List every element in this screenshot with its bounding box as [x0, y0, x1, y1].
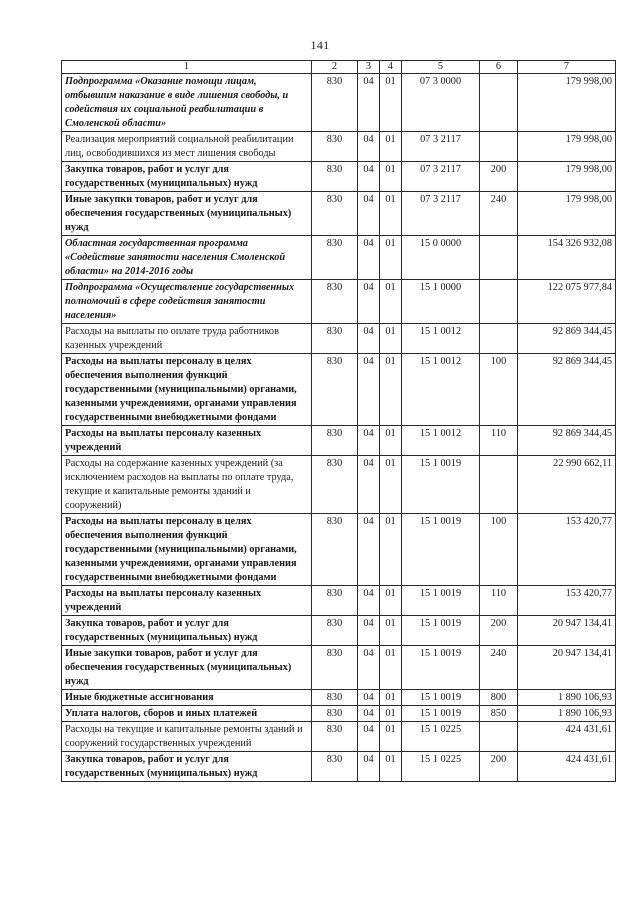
- cell-subsection: 01: [380, 514, 402, 586]
- cell-section: 04: [358, 74, 380, 132]
- row-name: Иные закупки товаров, работ и услуг для обеспечения государственных (муниципальных) нужд: [62, 646, 312, 690]
- table-row: [62, 456, 616, 514]
- cell-section: 04: [358, 616, 380, 646]
- cell-target-article: 15 1 0019: [402, 586, 480, 616]
- cell-subsection: 01: [380, 752, 402, 782]
- row-name: Расходы на выплаты персоналу в целях обеспечения выполнения функций государственными (муниципальными) органами, казенными учреждениями, органами управления государственными внебюджетными фондами: [62, 354, 312, 426]
- table-row: [62, 706, 616, 722]
- cell-ministry-code: 830: [312, 706, 358, 722]
- column-header: 4: [380, 61, 402, 74]
- cell-amount: 424 431,61: [518, 752, 616, 782]
- column-header: 2: [312, 61, 358, 74]
- row-name: Закупка товаров, работ и услуг для государственных (муниципальных) нужд: [62, 616, 312, 646]
- cell-amount: 424 431,61: [518, 722, 616, 752]
- cell-subsection: 01: [380, 162, 402, 192]
- cell-ministry-code: 830: [312, 616, 358, 646]
- table-row: [62, 722, 616, 752]
- cell-section: 04: [358, 354, 380, 426]
- cell-expense-type: [480, 324, 518, 354]
- table-row: [62, 354, 616, 426]
- table-row: [62, 690, 616, 706]
- cell-ministry-code: 830: [312, 586, 358, 616]
- cell-section: 04: [358, 280, 380, 324]
- cell-subsection: 01: [380, 280, 402, 324]
- table-row: [62, 646, 616, 690]
- cell-expense-type: [480, 456, 518, 514]
- row-name: Расходы на выплаты персоналу казенных учреждений: [62, 586, 312, 616]
- cell-section: 04: [358, 132, 380, 162]
- cell-target-article: 15 1 0019: [402, 456, 480, 514]
- cell-amount: 179 998,00: [518, 192, 616, 236]
- table-row: [62, 192, 616, 236]
- cell-expense-type: [480, 74, 518, 132]
- cell-ministry-code: 830: [312, 324, 358, 354]
- cell-target-article: 15 1 0000: [402, 280, 480, 324]
- cell-ministry-code: 830: [312, 426, 358, 456]
- cell-ministry-code: 830: [312, 132, 358, 162]
- column-number-row: [62, 61, 616, 74]
- cell-subsection: 01: [380, 324, 402, 354]
- row-name: Иные закупки товаров, работ и услуг для обеспечения государственных (муниципальных) нужд: [62, 192, 312, 236]
- cell-expense-type: [480, 722, 518, 752]
- cell-ministry-code: 830: [312, 354, 358, 426]
- cell-section: 04: [358, 514, 380, 586]
- cell-subsection: 01: [380, 74, 402, 132]
- cell-subsection: 01: [380, 690, 402, 706]
- column-header: 5: [402, 61, 480, 74]
- row-name: Расходы на выплаты персоналу казенных учреждений: [62, 426, 312, 456]
- table-row: [62, 132, 616, 162]
- cell-section: 04: [358, 690, 380, 706]
- cell-section: 04: [358, 586, 380, 616]
- cell-subsection: 01: [380, 132, 402, 162]
- cell-expense-type: 200: [480, 752, 518, 782]
- column-header: 1: [62, 61, 312, 74]
- cell-amount: 179 998,00: [518, 74, 616, 132]
- cell-subsection: 01: [380, 354, 402, 426]
- cell-ministry-code: 830: [312, 456, 358, 514]
- cell-section: 04: [358, 706, 380, 722]
- cell-subsection: 01: [380, 456, 402, 514]
- cell-amount: 22 990 662,11: [518, 456, 616, 514]
- cell-ministry-code: 830: [312, 690, 358, 706]
- row-name: Областная государственная программа «Содействие занятости населения Смоленской области» на 2014-2016 годы: [62, 236, 312, 280]
- row-name: Закупка товаров, работ и услуг для государственных (муниципальных) нужд: [62, 162, 312, 192]
- cell-ministry-code: 830: [312, 752, 358, 782]
- cell-subsection: 01: [380, 722, 402, 752]
- cell-target-article: 15 1 0225: [402, 722, 480, 752]
- cell-amount: 92 869 344,45: [518, 354, 616, 426]
- cell-ministry-code: 830: [312, 514, 358, 586]
- cell-expense-type: 800: [480, 690, 518, 706]
- cell-expense-type: [480, 132, 518, 162]
- cell-amount: 154 326 932,08: [518, 236, 616, 280]
- table-row: [62, 426, 616, 456]
- cell-subsection: 01: [380, 192, 402, 236]
- row-name: Расходы на выплаты по оплате труда работников казенных учреждений: [62, 324, 312, 354]
- cell-amount: 1 890 106,93: [518, 706, 616, 722]
- cell-target-article: 15 1 0019: [402, 690, 480, 706]
- cell-section: 04: [358, 752, 380, 782]
- table-row: [62, 236, 616, 280]
- cell-expense-type: [480, 280, 518, 324]
- table-row: [62, 74, 616, 132]
- cell-expense-type: 100: [480, 514, 518, 586]
- cell-expense-type: 110: [480, 586, 518, 616]
- cell-target-article: 15 1 0019: [402, 706, 480, 722]
- cell-amount: 153 420,77: [518, 586, 616, 616]
- cell-expense-type: 200: [480, 616, 518, 646]
- table-row: [62, 616, 616, 646]
- row-name: Закупка товаров, работ и услуг для государственных (муниципальных) нужд: [62, 752, 312, 782]
- cell-expense-type: 100: [480, 354, 518, 426]
- cell-target-article: 07 3 2117: [402, 132, 480, 162]
- table-row: [62, 324, 616, 354]
- cell-ministry-code: 830: [312, 280, 358, 324]
- table-row: [62, 586, 616, 616]
- table-row: [62, 752, 616, 782]
- cell-amount: 92 869 344,45: [518, 426, 616, 456]
- budget-table: [61, 60, 616, 782]
- cell-subsection: 01: [380, 586, 402, 616]
- cell-section: 04: [358, 646, 380, 690]
- table-row: [62, 514, 616, 586]
- column-header: 6: [480, 61, 518, 74]
- row-name: Расходы на содержание казенных учреждений (за исключением расходов на выплаты по оплате труда, текущие и капитальные ремонты зданий и сооружений): [62, 456, 312, 514]
- table-row: [62, 162, 616, 192]
- cell-target-article: 15 1 0012: [402, 354, 480, 426]
- cell-section: 04: [358, 192, 380, 236]
- column-header: 7: [518, 61, 616, 74]
- cell-amount: 153 420,77: [518, 514, 616, 586]
- cell-subsection: 01: [380, 426, 402, 456]
- row-name: Подпрограмма «Осуществление государственных полномочий в сфере содействия занятости населения»: [62, 280, 312, 324]
- cell-expense-type: 110: [480, 426, 518, 456]
- column-header: 3: [358, 61, 380, 74]
- row-name: Уплата налогов, сборов и иных платежей: [62, 706, 312, 722]
- cell-ministry-code: 830: [312, 74, 358, 132]
- row-name: Подпрограмма «Оказание помощи лицам, отбывшим наказание в виде лишения свободы, и содействия их социальной реабилитации в Смоленской области»: [62, 74, 312, 132]
- cell-expense-type: 240: [480, 192, 518, 236]
- cell-subsection: 01: [380, 616, 402, 646]
- row-name: Расходы на выплаты персоналу в целях обеспечения выполнения функций государственными (муниципальными) органами, казенными учреждениями, органами управления государственными внебюджетными фондами: [62, 514, 312, 586]
- cell-target-article: 07 3 0000: [402, 74, 480, 132]
- cell-amount: 20 947 134,41: [518, 646, 616, 690]
- cell-expense-type: 850: [480, 706, 518, 722]
- cell-expense-type: 240: [480, 646, 518, 690]
- cell-section: 04: [358, 722, 380, 752]
- cell-expense-type: [480, 236, 518, 280]
- cell-target-article: 15 1 0019: [402, 616, 480, 646]
- row-name: Иные бюджетные ассигнования: [62, 690, 312, 706]
- cell-section: 04: [358, 162, 380, 192]
- table-row: [62, 280, 616, 324]
- cell-target-article: 15 1 0012: [402, 324, 480, 354]
- page-number: 141: [310, 38, 330, 52]
- cell-section: 04: [358, 456, 380, 514]
- row-name: Реализация мероприятий социальной реабилитации лиц, освободившихся из мест лишения свободы: [62, 132, 312, 162]
- cell-subsection: 01: [380, 706, 402, 722]
- cell-amount: 92 869 344,45: [518, 324, 616, 354]
- cell-section: 04: [358, 324, 380, 354]
- cell-target-article: 15 1 0019: [402, 514, 480, 586]
- cell-ministry-code: 830: [312, 192, 358, 236]
- cell-amount: 20 947 134,41: [518, 616, 616, 646]
- cell-target-article: 15 1 0019: [402, 646, 480, 690]
- cell-subsection: 01: [380, 236, 402, 280]
- cell-subsection: 01: [380, 646, 402, 690]
- cell-ministry-code: 830: [312, 722, 358, 752]
- row-name: Расходы на текущие и капитальные ремонты зданий и сооружений государственных учреждений: [62, 722, 312, 752]
- cell-ministry-code: 830: [312, 162, 358, 192]
- cell-section: 04: [358, 426, 380, 456]
- cell-target-article: 15 0 0000: [402, 236, 480, 280]
- cell-target-article: 15 1 0012: [402, 426, 480, 456]
- cell-expense-type: 200: [480, 162, 518, 192]
- cell-target-article: 07 3 2117: [402, 192, 480, 236]
- cell-ministry-code: 830: [312, 236, 358, 280]
- cell-amount: 179 998,00: [518, 132, 616, 162]
- cell-section: 04: [358, 236, 380, 280]
- cell-amount: 1 890 106,93: [518, 690, 616, 706]
- cell-amount: 179 998,00: [518, 162, 616, 192]
- cell-target-article: 07 3 2117: [402, 162, 480, 192]
- cell-ministry-code: 830: [312, 646, 358, 690]
- cell-target-article: 15 1 0225: [402, 752, 480, 782]
- cell-amount: 122 075 977,84: [518, 280, 616, 324]
